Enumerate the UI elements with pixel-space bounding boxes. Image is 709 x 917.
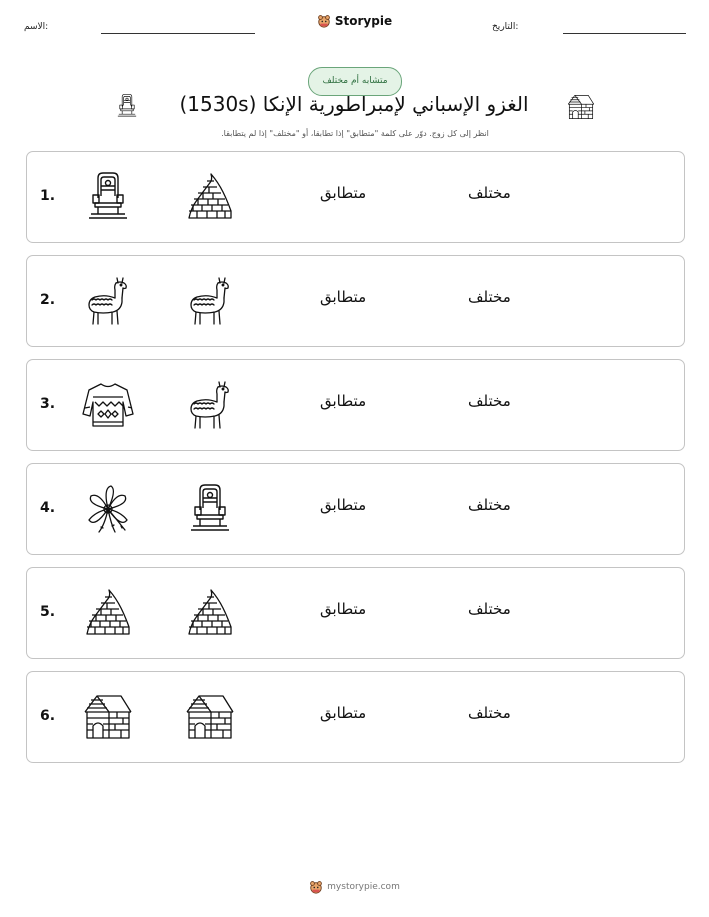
row-number: 2. xyxy=(40,292,56,308)
throne-icon xyxy=(114,91,140,121)
llama-icon xyxy=(183,274,237,328)
house-icon xyxy=(566,92,596,122)
ruins-icon xyxy=(183,586,237,640)
llama-icon xyxy=(183,378,237,432)
different-option[interactable]: مختلف xyxy=(468,600,511,618)
brand-logo xyxy=(0,14,709,31)
pair-row-6 xyxy=(26,671,685,763)
instructions: انظر إلى كل زوج. دوّر على كلمة "متطابق" إذا تطابقا، أو "مختلف" إذا لم يتطابقا. xyxy=(221,129,489,138)
same-option[interactable]: متطابق xyxy=(320,600,367,618)
house-icon xyxy=(183,690,237,744)
name-line[interactable] xyxy=(101,33,255,34)
different-option[interactable]: مختلف xyxy=(468,184,511,202)
mascot-icon xyxy=(317,14,331,28)
pair-row-5 xyxy=(26,567,685,659)
pair-row-3 xyxy=(26,359,685,451)
row-number: 3. xyxy=(40,396,56,412)
row-number: 4. xyxy=(40,500,56,516)
row-number: 5. xyxy=(40,604,56,620)
different-option[interactable]: مختلف xyxy=(468,288,511,306)
ruins-icon xyxy=(81,586,135,640)
different-option[interactable]: مختلف xyxy=(468,392,511,410)
mascot-icon xyxy=(309,880,323,894)
throne-icon xyxy=(81,170,135,224)
house-icon xyxy=(81,690,135,744)
sweater-icon xyxy=(81,378,135,432)
brand-text: Storypie xyxy=(334,14,393,28)
footer xyxy=(0,880,709,897)
row-number: 1. xyxy=(40,188,56,204)
pair-row-4 xyxy=(26,463,685,555)
row-number: 6. xyxy=(40,708,56,724)
quipu-icon xyxy=(81,482,135,536)
page-title: الغزو الإسباني لإمبراطورية الإنكا (1530s) xyxy=(179,92,529,116)
different-option[interactable]: مختلف xyxy=(468,704,511,722)
ruins-icon xyxy=(183,170,237,224)
footer-url[interactable]: mystorypie.com xyxy=(327,882,400,892)
same-option[interactable]: متطابق xyxy=(320,704,367,722)
same-option[interactable]: متطابق xyxy=(320,392,367,410)
llama-icon xyxy=(81,274,135,328)
pair-row-1 xyxy=(26,151,685,243)
date-line[interactable] xyxy=(563,33,686,34)
same-option[interactable]: متطابق xyxy=(320,288,367,306)
worksheet-type-badge: متشابه أم مختلف xyxy=(308,67,402,96)
throne-icon xyxy=(183,482,237,536)
same-option[interactable]: متطابق xyxy=(320,184,367,202)
date-label: التاريخ: xyxy=(492,22,519,32)
same-option[interactable]: متطابق xyxy=(320,496,367,514)
name-label: الاسم: xyxy=(24,22,49,32)
pair-row-2 xyxy=(26,255,685,347)
different-option[interactable]: مختلف xyxy=(468,496,511,514)
